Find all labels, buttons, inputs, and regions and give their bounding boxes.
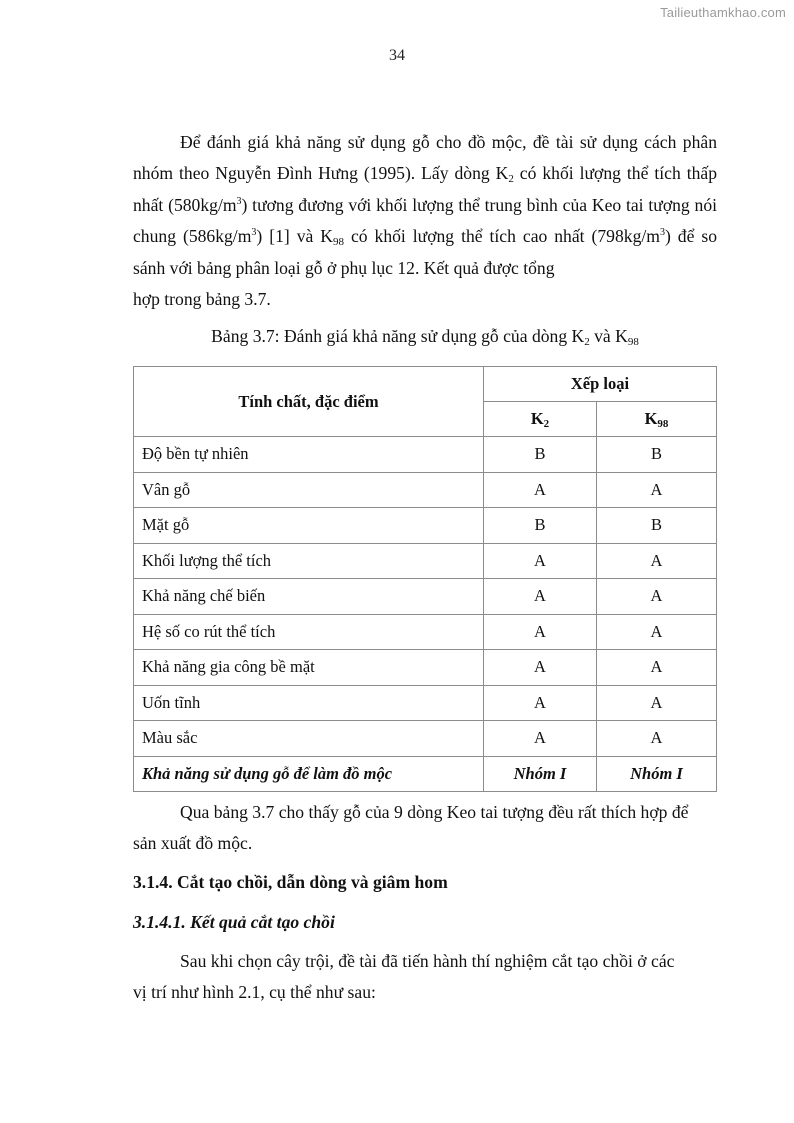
property-cell: Khối lượng thể tích bbox=[134, 543, 484, 579]
table-row bbox=[134, 756, 717, 792]
k98-cell: A bbox=[597, 472, 717, 508]
k2-cell: A bbox=[484, 543, 597, 579]
k2-cell: B bbox=[484, 508, 597, 544]
table-row bbox=[134, 472, 717, 508]
property-cell: Khả năng chế biến bbox=[134, 579, 484, 615]
table-row bbox=[134, 579, 717, 615]
conclusion-paragraph: Qua bảng 3.7 cho thấy gỗ của 9 dòng Keo tai tượng đều rất thích hợp để sản xuất đồ mộc. bbox=[133, 802, 689, 854]
property-cell: Màu sắc bbox=[134, 721, 484, 757]
property-cell: Hệ số co rút thể tích bbox=[134, 614, 484, 650]
k98-cell: Nhóm I bbox=[597, 756, 717, 792]
k2-cell: A bbox=[484, 721, 597, 757]
k98-cell: B bbox=[597, 437, 717, 473]
property-cell: Khả năng gia công bề mặt bbox=[134, 650, 484, 686]
page-number: 34 bbox=[389, 47, 405, 64]
table-caption: Bảng 3.7: Đánh giá khả năng sử dụng gỗ của dòng $K_2$ và $K_{98}$ bbox=[211, 326, 639, 348]
section-heading: 3.1.4. Cắt tạo chồi, dẫn dòng và giâm hom bbox=[133, 872, 448, 892]
table-row bbox=[134, 685, 717, 721]
intro-paragraph: Để đánh giá khả năng sử dụng gỗ cho đồ mộc, đề tài sử dụng cách phân nhóm theo Nguyễn Đình Hưng (1995). Lấy dòng $K_2$ có khối lượng thể tích thấp nhất $(580kg/m^3)$ tương đương với khối lượng thể trung bình của Keo tai tượng nói chung $(586kg/m^3)$ [1] và $K_{98}$ có khối lượng thể tích cao nhất $(798kg/m^3)$ để so sánh với bảng phân loại gỗ ở phụ lục 12. Kết quả được tổng hợp trong bảng 3.7. bbox=[133, 132, 718, 310]
k98-cell: A bbox=[597, 650, 717, 686]
k2-cell: A bbox=[484, 472, 597, 508]
k98-cell: A bbox=[597, 614, 717, 650]
evaluation-table bbox=[133, 366, 717, 792]
header-group: Xếp loại bbox=[484, 367, 717, 402]
table-row bbox=[134, 543, 717, 579]
k98-cell: A bbox=[597, 685, 717, 721]
property-cell: Khả năng sử dụng gỗ để làm đồ mộc bbox=[134, 756, 484, 792]
table-row bbox=[134, 650, 717, 686]
subsection-heading: 3.1.4.1. Kết quả cắt tạo chồi bbox=[133, 912, 335, 932]
k2-cell: A bbox=[484, 579, 597, 615]
property-cell: Vân gỗ bbox=[134, 472, 484, 508]
k2-cell: A bbox=[484, 685, 597, 721]
property-cell: Độ bền tự nhiên bbox=[134, 437, 484, 473]
watermark: Tailieuthamkhao.com bbox=[660, 5, 786, 20]
final-paragraph: Sau khi chọn cây trội, đề tài đã tiến hành thí nghiệm cắt tạo chồi ở các vị trí như hình 2.1, cụ thể như sau: bbox=[133, 951, 675, 1003]
table-row bbox=[134, 508, 717, 544]
table-row bbox=[134, 437, 717, 473]
table-row bbox=[134, 721, 717, 757]
header-k98: $K_{98}$ bbox=[597, 402, 717, 437]
k2-cell: B bbox=[484, 437, 597, 473]
header-k2: $K_2$ bbox=[484, 402, 597, 437]
table-row bbox=[134, 614, 717, 650]
property-cell: Uốn tĩnh bbox=[134, 685, 484, 721]
property-cell: Mặt gỗ bbox=[134, 508, 484, 544]
k2-cell: A bbox=[484, 614, 597, 650]
header-property: Tính chất, đặc điểm bbox=[134, 367, 484, 437]
k2-cell: Nhóm I bbox=[484, 756, 597, 792]
k98-cell: B bbox=[597, 508, 717, 544]
k98-cell: A bbox=[597, 543, 717, 579]
k98-cell: A bbox=[597, 579, 717, 615]
k2-cell: A bbox=[484, 650, 597, 686]
k98-cell: A bbox=[597, 721, 717, 757]
